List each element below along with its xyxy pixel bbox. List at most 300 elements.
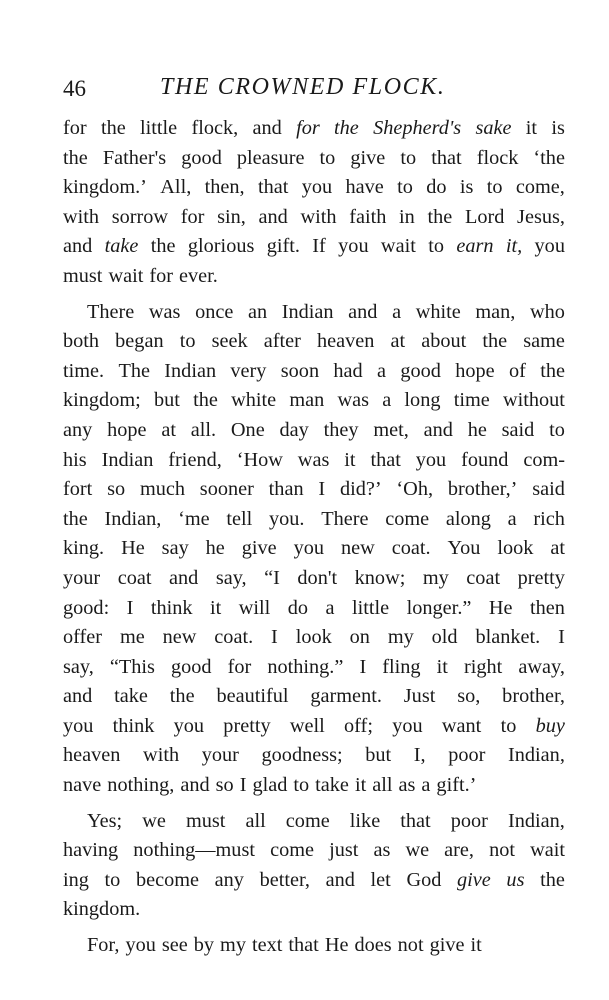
word: He <box>324 934 349 957</box>
word: at <box>550 537 565 560</box>
word: was <box>297 448 330 471</box>
word: kingdom.’ <box>63 176 147 199</box>
text-line <box>63 114 565 144</box>
word: come <box>285 809 330 832</box>
word: in <box>399 205 415 228</box>
text-line <box>63 623 565 653</box>
word: Indian, <box>104 507 162 530</box>
word: poor <box>450 809 488 832</box>
word: it, <box>505 235 523 258</box>
word: you <box>392 714 423 737</box>
word: Jesus, <box>517 205 565 228</box>
word: I <box>359 655 367 678</box>
word: did?’ <box>339 478 382 501</box>
word: ing <box>63 868 89 891</box>
word: said <box>532 478 565 501</box>
word: com- <box>523 448 565 471</box>
text-line <box>63 836 565 866</box>
word: rich <box>533 507 565 530</box>
word: and <box>180 774 210 797</box>
word: flock <box>476 146 519 169</box>
word: an <box>247 300 268 323</box>
word: to <box>428 235 444 258</box>
word: so, <box>457 685 481 708</box>
text-line <box>63 262 565 292</box>
word: must <box>63 264 103 287</box>
text-line <box>63 741 565 771</box>
text-line <box>63 682 565 712</box>
word: is <box>551 117 565 139</box>
word: seek <box>211 330 248 353</box>
word: he <box>205 537 225 560</box>
running-title: THE CROWNED FLOCK. <box>160 74 446 100</box>
word: kingdom; <box>63 389 141 412</box>
word: know; <box>354 566 406 589</box>
word: once <box>195 300 234 323</box>
word: not <box>489 839 515 862</box>
word: I <box>271 626 278 649</box>
word: are, <box>444 839 474 862</box>
word: they <box>323 418 359 441</box>
word: the <box>193 389 218 412</box>
word: gift. <box>266 235 300 258</box>
word: take <box>114 685 148 708</box>
word: a <box>382 389 392 412</box>
word: Lord <box>464 205 505 228</box>
word: long <box>404 389 441 412</box>
word: old <box>431 626 458 649</box>
word: do <box>426 176 447 199</box>
word: that <box>400 809 431 832</box>
word: then, <box>204 176 245 199</box>
word: any <box>63 418 93 441</box>
word: for <box>180 205 205 228</box>
word: you <box>534 235 565 258</box>
paragraph <box>63 931 565 961</box>
word: kingdom. <box>63 898 141 921</box>
word: ‘the <box>533 146 565 169</box>
word: If <box>312 235 326 258</box>
word: said <box>501 418 535 441</box>
body-text <box>63 114 565 961</box>
word: He <box>121 537 145 560</box>
word: it <box>354 774 367 797</box>
word: white <box>231 389 277 412</box>
word: is <box>459 176 474 199</box>
word: along <box>445 507 491 530</box>
word: than <box>268 478 304 501</box>
word: without <box>502 389 565 412</box>
word: day <box>279 418 309 441</box>
word: having <box>63 839 119 862</box>
word: you. <box>268 507 305 530</box>
word: and <box>169 566 199 589</box>
word: want <box>441 714 482 737</box>
word: All, <box>160 176 192 199</box>
word: so <box>107 478 126 501</box>
word: do <box>287 596 309 619</box>
word: very <box>230 359 267 382</box>
text-line <box>63 446 565 476</box>
word: his <box>63 448 87 471</box>
word: had <box>333 359 363 382</box>
word: that <box>257 176 289 199</box>
word: little <box>351 596 390 619</box>
word: with <box>63 205 100 228</box>
word: coat. <box>214 626 254 649</box>
word: the <box>334 117 359 139</box>
word: I <box>126 596 134 619</box>
word: but <box>365 744 392 767</box>
word: the <box>150 235 176 258</box>
word: the <box>427 205 453 228</box>
word: think <box>112 714 155 737</box>
word: for <box>227 655 252 678</box>
word: goodness; <box>261 744 343 767</box>
word: away, <box>518 655 565 678</box>
word: ever. <box>179 264 218 287</box>
word: Yes; <box>87 809 123 832</box>
word: a <box>325 596 335 619</box>
word: You <box>447 537 481 560</box>
word: come <box>270 839 314 862</box>
word: just <box>329 839 359 862</box>
word: good: <box>63 596 110 619</box>
word: God <box>406 868 442 891</box>
word: found <box>461 448 509 471</box>
word: to <box>400 146 417 169</box>
word: we <box>405 839 430 862</box>
page-header <box>63 72 569 106</box>
word: hope <box>107 418 147 441</box>
word: nothing—must <box>133 839 255 862</box>
word: any <box>214 868 244 891</box>
text-line <box>63 475 565 505</box>
word: Just <box>403 685 436 708</box>
word: to <box>397 176 413 199</box>
text-line <box>63 416 565 446</box>
word: look <box>497 537 534 560</box>
word: with <box>300 205 337 228</box>
word: a <box>507 507 517 530</box>
word: and <box>258 205 288 228</box>
word: give <box>350 146 386 169</box>
word: blanket. <box>475 626 541 649</box>
word: ‘How <box>236 448 283 471</box>
word: the <box>100 117 126 139</box>
word: was <box>148 300 181 323</box>
word: like <box>349 809 381 832</box>
word: brother, <box>502 685 565 708</box>
word: you <box>338 235 369 258</box>
word: say <box>161 537 189 560</box>
word: the <box>482 330 508 353</box>
word: good <box>400 359 441 382</box>
word: your <box>201 744 239 767</box>
word: offer <box>63 626 103 649</box>
word: and <box>423 418 453 441</box>
word: become <box>135 868 200 891</box>
word: sake <box>475 117 512 139</box>
word: the <box>540 868 565 891</box>
word: heaven <box>63 744 121 767</box>
word: I <box>318 478 326 501</box>
word: it <box>436 655 448 678</box>
word: and <box>348 300 378 323</box>
word: tell <box>226 507 253 530</box>
word: you <box>415 448 447 471</box>
word: friend, <box>168 448 222 471</box>
text-line <box>63 232 565 262</box>
word: wait <box>108 264 144 287</box>
word: to <box>179 330 196 353</box>
word: both <box>63 330 100 353</box>
word: same <box>523 330 565 353</box>
word: to <box>486 176 503 199</box>
word: at <box>161 418 176 441</box>
word: but <box>153 389 180 412</box>
word: so <box>215 774 234 797</box>
word: ‘Oh, <box>396 478 434 501</box>
word: all <box>372 774 393 797</box>
word: glad <box>252 774 288 797</box>
word: that <box>288 934 319 957</box>
word: all <box>245 809 266 832</box>
word: garment. <box>310 685 382 708</box>
word: One <box>230 418 265 441</box>
word: to <box>549 418 565 441</box>
word: There <box>321 507 369 530</box>
word: coat <box>117 566 152 589</box>
text-line <box>63 653 565 683</box>
word: and <box>63 685 93 708</box>
word: it <box>525 117 538 139</box>
word: as <box>398 774 416 797</box>
paragraph <box>63 114 565 292</box>
word: your <box>63 566 101 589</box>
word: text <box>251 934 283 957</box>
word: much <box>139 478 185 501</box>
word: and <box>325 868 355 891</box>
text-line <box>63 807 565 837</box>
word: pretty <box>223 714 271 737</box>
word: coat. <box>391 537 431 560</box>
word: Indian, <box>508 744 565 767</box>
word: For, <box>87 934 120 957</box>
word: ‘me <box>178 507 210 530</box>
word: brother,’ <box>447 478 518 501</box>
text-line <box>63 594 565 624</box>
word: time. <box>63 359 105 382</box>
word: that <box>431 146 462 169</box>
word: and <box>252 117 282 139</box>
word: Indian <box>101 448 154 471</box>
word: little <box>140 117 178 139</box>
word: we <box>142 809 166 832</box>
word: it <box>344 448 356 471</box>
word: give <box>457 868 491 891</box>
word: wait <box>530 839 565 862</box>
word: off; <box>344 714 373 737</box>
word: it <box>470 934 482 957</box>
word: flock, <box>191 117 239 139</box>
word: say, <box>215 566 247 589</box>
word: my <box>387 626 414 649</box>
word: of <box>508 359 526 382</box>
word: come <box>385 507 430 530</box>
word: must <box>185 809 226 832</box>
word: with <box>143 744 180 767</box>
word: about <box>421 330 467 353</box>
word: poor <box>448 744 486 767</box>
word: well <box>289 714 325 737</box>
word: you <box>301 176 333 199</box>
word: “I <box>264 566 280 589</box>
word: come, <box>515 176 565 199</box>
word: see <box>161 934 188 957</box>
word: white <box>415 300 461 323</box>
word: take <box>315 774 349 797</box>
word: gift.’ <box>436 774 477 797</box>
word: I, <box>413 744 426 767</box>
word: think <box>150 596 193 619</box>
word: by <box>193 934 215 957</box>
text-line <box>63 386 565 416</box>
word: give <box>241 537 277 560</box>
word: pleasure <box>236 146 305 169</box>
word: then <box>529 596 565 619</box>
word: new <box>162 626 197 649</box>
word: hope <box>455 359 495 382</box>
word: man, <box>475 300 516 323</box>
word: nothing.” <box>267 655 344 678</box>
word: He <box>488 596 513 619</box>
word: the <box>63 507 88 530</box>
text-line <box>63 505 565 535</box>
word: it <box>210 596 222 619</box>
word: to <box>293 774 310 797</box>
word: Indian, <box>508 809 565 832</box>
word: after <box>263 330 301 353</box>
word: good <box>170 655 212 678</box>
text-line <box>63 327 565 357</box>
word: have <box>345 176 384 199</box>
word: a <box>377 359 387 382</box>
word: man <box>289 389 325 412</box>
text-line <box>63 203 565 233</box>
word: us <box>506 868 525 891</box>
word: fling <box>382 655 421 678</box>
word: my <box>220 934 246 957</box>
word: fort <box>63 478 93 501</box>
word: Shepherd's <box>373 117 462 139</box>
word: that <box>370 448 401 471</box>
word: I <box>558 626 565 649</box>
page-number: 46 <box>63 76 86 101</box>
word: as <box>373 839 391 862</box>
word: you <box>173 714 205 737</box>
word: coat <box>466 566 501 589</box>
paragraph <box>63 298 565 801</box>
word: on <box>349 626 370 649</box>
word: sorrow <box>111 205 169 228</box>
word: better, <box>259 868 310 891</box>
word: a <box>421 774 431 797</box>
word: Father's <box>102 146 167 169</box>
word: will <box>238 596 271 619</box>
word: me <box>119 626 145 649</box>
paragraph <box>63 807 565 925</box>
word: faith <box>349 205 387 228</box>
word: my <box>422 566 449 589</box>
word: does <box>354 934 392 957</box>
word: say, <box>63 655 94 678</box>
word: not <box>397 934 424 957</box>
word: Indian <box>164 359 217 382</box>
text-line <box>63 712 565 742</box>
word: beautiful <box>216 685 289 708</box>
word: you <box>125 934 156 957</box>
word: take <box>104 235 139 258</box>
word: don't <box>297 566 338 589</box>
word: who <box>529 300 565 323</box>
word: Indian <box>281 300 334 323</box>
word: buy <box>535 714 565 737</box>
word: time <box>453 389 490 412</box>
word: good <box>181 146 222 169</box>
word: to <box>319 146 336 169</box>
word: to <box>500 714 517 737</box>
word: was <box>337 389 369 412</box>
text-line <box>63 564 565 594</box>
word: he <box>467 418 487 441</box>
word: earn <box>456 235 494 258</box>
word: There <box>87 300 135 323</box>
text-line <box>63 771 565 801</box>
word: pretty <box>517 566 565 589</box>
word: I <box>239 774 247 797</box>
text-line <box>63 895 565 925</box>
word: began <box>115 330 164 353</box>
text-line <box>63 357 565 387</box>
word: to <box>104 868 121 891</box>
word: longer.” <box>406 596 472 619</box>
text-line <box>63 298 565 328</box>
word: glorious <box>187 235 255 258</box>
text-line <box>63 173 565 203</box>
word: look <box>295 626 332 649</box>
word: let <box>370 868 391 891</box>
word: sin, <box>217 205 246 228</box>
word: wait <box>380 235 416 258</box>
word: heaven <box>316 330 375 353</box>
word: the <box>169 685 195 708</box>
word: soon <box>280 359 320 382</box>
word: the <box>63 146 88 169</box>
word: sooner <box>199 478 254 501</box>
word: nave <box>63 774 102 797</box>
word: nothing, <box>107 774 175 797</box>
word: all. <box>190 418 217 441</box>
text-line <box>63 866 565 896</box>
text-line <box>63 534 565 564</box>
word: at <box>390 330 406 353</box>
word: right <box>463 655 503 678</box>
word: for <box>63 117 87 139</box>
word: you <box>63 714 94 737</box>
text-line <box>63 144 565 174</box>
word: king. <box>63 537 105 560</box>
